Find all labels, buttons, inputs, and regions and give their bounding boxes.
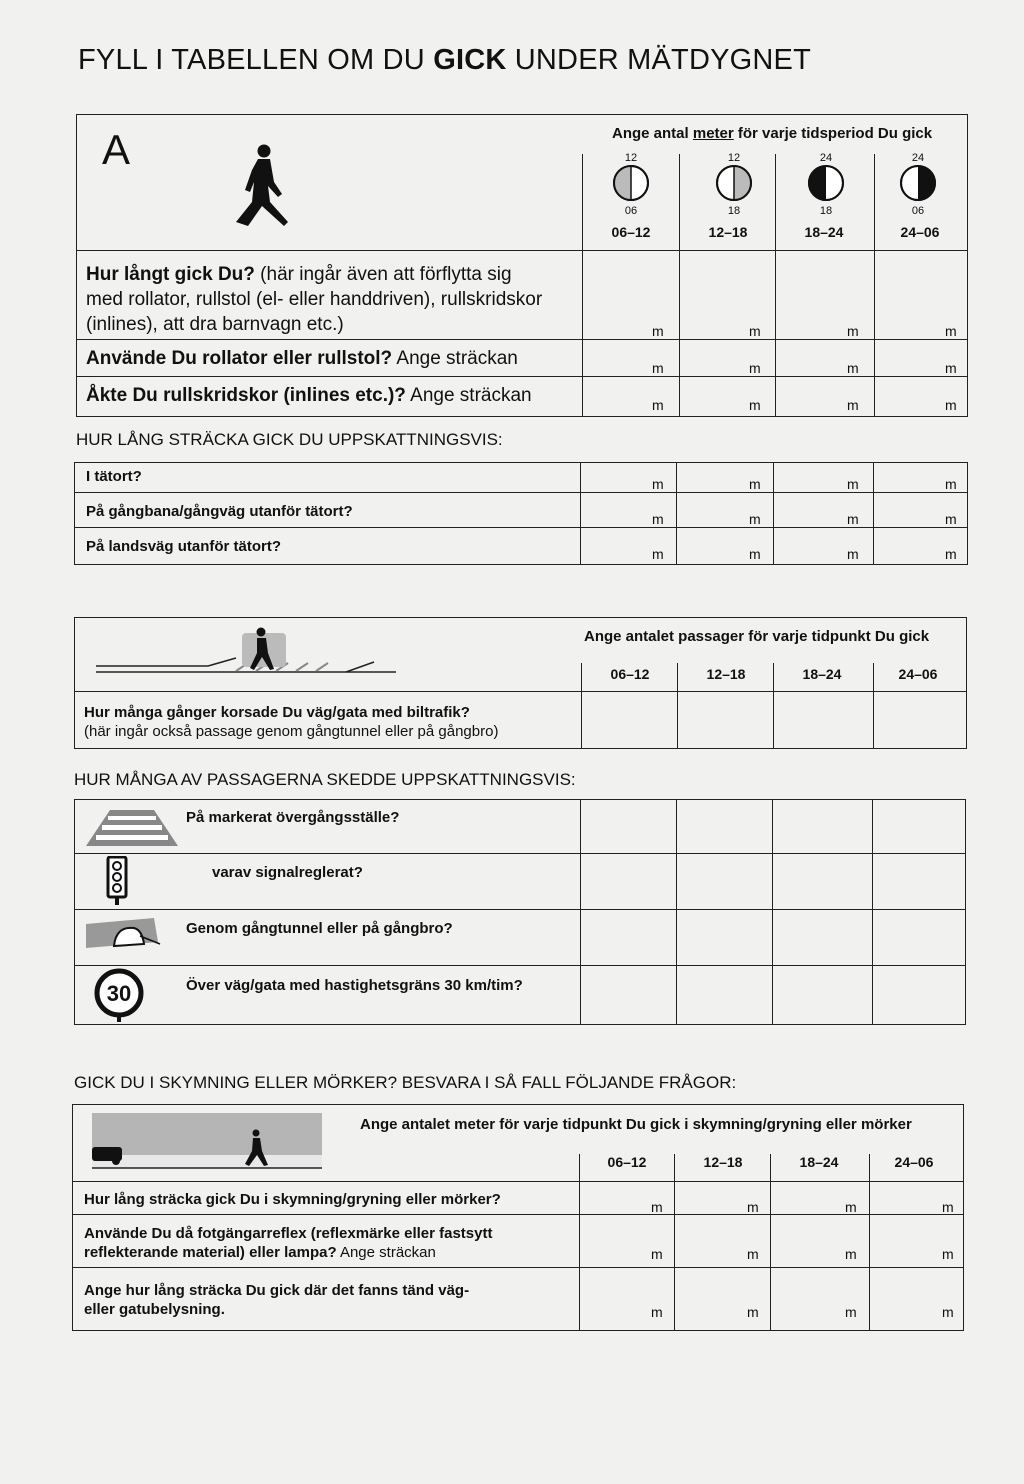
crossings-cell[interactable]: [678, 692, 773, 748]
clock-12-18-icon: [715, 164, 753, 202]
unit-m: m: [942, 1199, 954, 1215]
page-title: FYLL I TABELLEN OM DU GICK UNDER MÄTDYGNET: [78, 44, 812, 76]
clock-top-label: 24: [819, 152, 833, 164]
passage-row-label: Över väg/gata med hastighetsgräns 30 km/tim?: [186, 977, 523, 994]
unit-m: m: [942, 1304, 954, 1320]
speed-limit-30-icon: [94, 968, 144, 1022]
period-label: 06–12: [611, 224, 651, 240]
passages-heading: HUR MÅNGA AV PASSAGERNA SKEDDE UPPSKATTNINGSVIS:: [74, 770, 576, 789]
unit-m: m: [749, 476, 761, 492]
question-rollator: Använde Du rollator eller rullstol? Ange sträckan: [86, 348, 518, 369]
period-label: 12–18: [703, 1154, 743, 1170]
question-how-far-walked: Hur långt gick Du? (här ingår även att förflytta sig med rollator, rullstol (el- eller handdriven), rullskridskor (inlines), att dra barnvagn etc.): [86, 264, 543, 335]
unit-m: m: [945, 323, 957, 339]
unit-m: m: [651, 1199, 663, 1215]
section-a-header: Ange antal meter för varje tidsperiod Du gick: [612, 125, 933, 142]
period-label: 18–24: [802, 666, 842, 682]
distance-cell[interactable]: [680, 251, 775, 339]
clock-18-24-icon: [807, 164, 845, 202]
period-label: 24–06: [898, 666, 938, 682]
period-label: 18–24: [804, 224, 844, 240]
unit-m: m: [749, 360, 761, 376]
unit-m: m: [945, 397, 957, 413]
unit-m: m: [945, 511, 957, 527]
unit-m: m: [749, 511, 761, 527]
clock-bottom-label: 18: [819, 205, 833, 217]
question-inlines: Åkte Du rullskridskor (inlines etc.)? Ange sträckan: [86, 385, 532, 406]
clock-top-label: 12: [727, 152, 741, 164]
unit-m: m: [847, 476, 859, 492]
unit-m: m: [945, 476, 957, 492]
question-reflector: Använde Du då fotgängarreflex (reflexmärke eller fastsytt reflekterande material) eller lampa? Ange sträckan: [84, 1225, 493, 1261]
period-label: 24–06: [894, 1154, 934, 1170]
period-label: 12–18: [708, 224, 748, 240]
crossings-cell[interactable]: [582, 692, 677, 748]
clock-bottom-label: 06: [624, 205, 638, 217]
unit-m: m: [651, 1246, 663, 1262]
distance-cell[interactable]: [776, 251, 874, 339]
speed-limit-value: 30: [106, 981, 132, 1006]
unit-m: m: [652, 546, 664, 562]
clock-bottom-label: 18: [727, 205, 741, 217]
unit-m: m: [747, 1304, 759, 1320]
dusk-heading: GICK DU I SKYMNING ELLER MÖRKER? BESVARA I SÅ FALL FÖLJANDE FRÅGOR:: [74, 1073, 737, 1092]
unit-m: m: [652, 476, 664, 492]
unit-m: m: [945, 360, 957, 376]
unit-m: m: [847, 323, 859, 339]
unit-m: m: [845, 1199, 857, 1215]
period-label: 06–12: [610, 666, 650, 682]
unit-m: m: [749, 546, 761, 562]
unit-m: m: [945, 546, 957, 562]
period-label: 18–24: [799, 1154, 839, 1170]
unit-m: m: [747, 1246, 759, 1262]
walking-person-icon: [228, 142, 294, 228]
unit-m: m: [651, 1304, 663, 1320]
distance-cell[interactable]: [583, 251, 679, 339]
clock-bottom-label: 06: [911, 205, 925, 217]
crossings-cell[interactable]: [874, 692, 966, 748]
unit-m: m: [652, 323, 664, 339]
unit-m: m: [749, 323, 761, 339]
period-label: 24–06: [900, 224, 940, 240]
distance-cell[interactable]: [875, 251, 967, 339]
section-b-header: Ange antalet passager för varje tidpunkt Du gick: [584, 628, 930, 645]
unit-m: m: [847, 360, 859, 376]
crosswalk-icon: [84, 806, 180, 848]
unit-m: m: [749, 397, 761, 413]
question-dusk-distance: Hur lång sträcka gick Du i skymning/gryning eller mörker?: [84, 1191, 501, 1208]
traffic-light-icon: [106, 856, 128, 906]
unit-m: m: [652, 397, 664, 413]
passage-row-label: På markerat övergångsställe?: [186, 809, 400, 826]
estimate-row-label: På landsväg utanför tätort?: [86, 538, 282, 555]
clock-24-06-icon: [899, 164, 937, 202]
unit-m: m: [847, 397, 859, 413]
unit-m: m: [847, 511, 859, 527]
unit-m: m: [845, 1304, 857, 1320]
clock-top-label: 12: [624, 152, 638, 164]
pedestrian-crossing-road-icon: [96, 625, 398, 685]
passage-row-label: Genom gångtunnel eller på gångbro?: [186, 920, 453, 937]
unit-m: m: [845, 1246, 857, 1262]
crossings-cell[interactable]: [774, 692, 873, 748]
section-c-header: Ange antalet meter för varje tidpunkt Du gick i skymning/gryning eller mörker: [360, 1116, 912, 1133]
question-street-lighting: Ange hur lång sträcka Du gick där det fanns tänd väg- eller gatubelysning.: [84, 1282, 470, 1318]
estimate-heading: HUR LÅNG STRÄCKA GICK DU UPPSKATTNINGSVIS:: [76, 430, 503, 449]
tunnel-icon: [84, 914, 162, 954]
estimate-row-label: I tätort?: [86, 468, 142, 485]
section-letter: A: [102, 126, 131, 173]
period-label: 12–18: [706, 666, 746, 682]
unit-m: m: [652, 360, 664, 376]
dusk-pedestrian-icon: [92, 1113, 324, 1169]
estimate-row-label: På gångbana/gångväg utanför tätort?: [86, 503, 353, 520]
passage-row-label: varav signalreglerat?: [212, 864, 363, 881]
clock-06-12-icon: [612, 164, 650, 202]
clock-top-label: 24: [911, 152, 925, 164]
unit-m: m: [747, 1199, 759, 1215]
unit-m: m: [942, 1246, 954, 1262]
question-road-crossings: Hur många gånger korsade Du väg/gata med biltrafik? (här ingår också passage genom gångtunnel eller på gångbro): [84, 704, 499, 740]
period-label: 06–12: [607, 1154, 647, 1170]
unit-m: m: [847, 546, 859, 562]
unit-m: m: [652, 511, 664, 527]
